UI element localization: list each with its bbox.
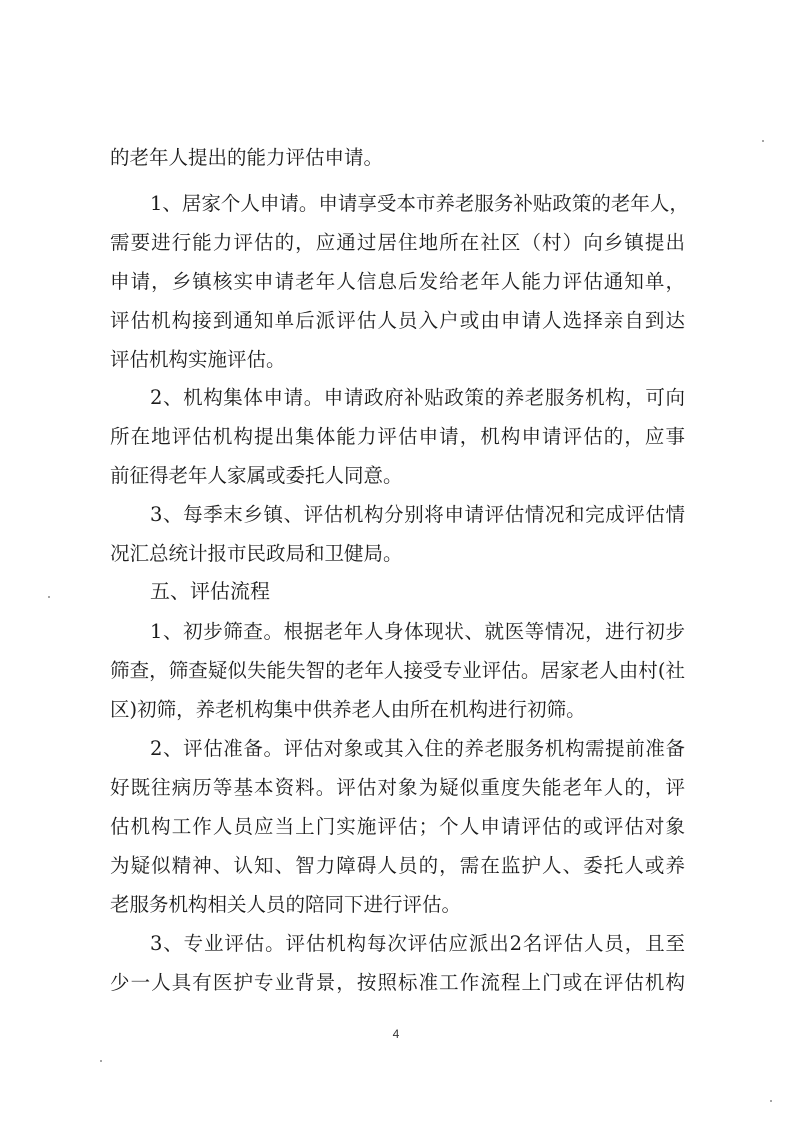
paragraph-line: 评估机构接到通知单后派评估人员入户或由申请人选择亲自到达 [110, 309, 685, 332]
page-number: 4 [392, 1027, 400, 1041]
paragraph-line: 所在地评估机构提出集体能力评估申请，机构申请评估的，应事 [110, 425, 685, 448]
scan-speck [100, 1060, 102, 1062]
paragraph-line: 1、居家个人申请。申请享受本市养老服务补贴政策的老年人， [150, 192, 689, 215]
paragraph-line: 少一人具有医护专业背景，按照标准工作流程上门或在评估机构 [110, 971, 685, 994]
paragraph-line: 估机构工作人员应当上门实施评估；个人申请评估的或评估对象 [110, 815, 685, 838]
paragraph-line: 2、机构集体申请。申请政府补贴政策的养老服务机构，可向 [150, 386, 685, 409]
paragraph-line: 筛查，筛查疑似失能失智的老年人接受专业评估。居家老人由村(社 [110, 659, 685, 682]
paragraph-line: 为疑似精神、认知、智力障碍人员的，需在监护人、委托人或养 [110, 854, 685, 877]
paragraph-line: 1、初步筛查。根据老年人身体现状、就医等情况，进行初步 [150, 620, 685, 643]
scan-speck [770, 1100, 772, 1102]
paragraph-line: 3、每季末乡镇、评估机构分别将申请评估情况和完成评估情 [150, 503, 685, 526]
paragraph-line: 评估机构实施评估。 [110, 348, 286, 371]
paragraph-line: 需要进行能力评估的，应通过居住地所在社区（村）向乡镇提出 [110, 231, 685, 254]
scan-speck [762, 140, 764, 142]
paragraph-line: 况汇总统计报市民政局和卫健局。 [110, 542, 403, 565]
paragraph-line: 好既往病历等基本资料。评估对象为疑似重度失能老年人的，评 [110, 776, 685, 799]
scan-speck [48, 596, 50, 598]
paragraph-line: 区)初筛，养老机构集中供养老人由所在机构进行初筛。 [110, 698, 586, 721]
paragraph-line: 3、专业评估。评估机构每次评估应派出2名评估人员，且至 [150, 932, 685, 955]
paragraph-line: 老服务机构相关人员的陪同下进行评估。 [110, 893, 462, 916]
section-heading: 五、评估流程 [150, 579, 270, 603]
paragraph-line: 申请，乡镇核实申请老年人信息后发给老年人能力评估通知单， [110, 270, 685, 293]
paragraph-line: 前征得老年人家属或委托人同意。 [110, 464, 403, 487]
paragraph-line: 2、评估准备。评估对象或其入住的养老服务机构需提前准备 [150, 737, 685, 760]
paragraph-line: 的老年人提出的能力评估申请。 [110, 146, 384, 169]
